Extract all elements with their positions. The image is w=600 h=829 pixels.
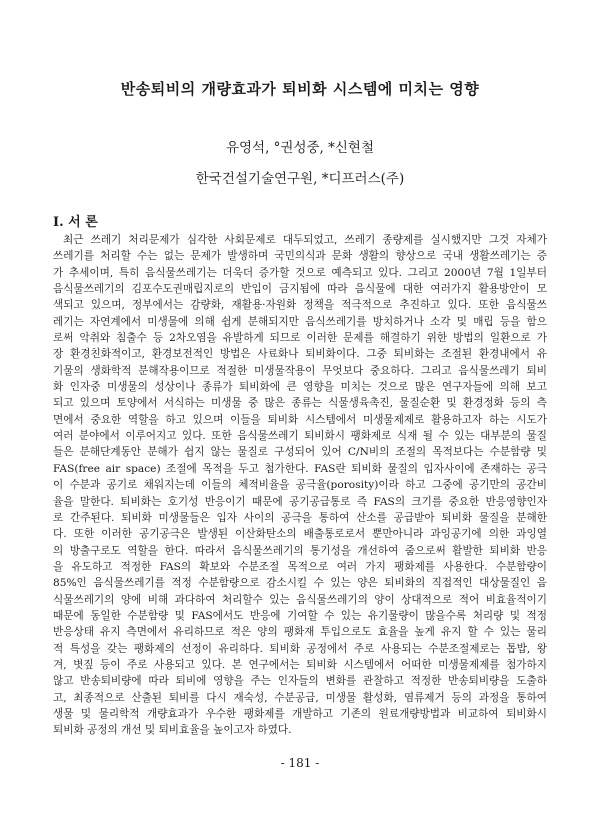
body-line: 겨, 볏짚 등이 주로 사용되고 있다. 본 연구에서는 퇴비화 시스템에서 어떠한 미생물제제를 첨가하지 (53, 658, 547, 671)
body-line: 최근 쓰레기 처리문제가 심각한 사회문제로 대두되었고, 쓰레기 종량제를 실시했지만 그것 자체가 (63, 234, 547, 246)
body-line: 면에서 중요한 역할을 하고 있으며 이들을 퇴비화 시스템에서 미생물제제로 활용하고자 하는 시도가 (53, 413, 547, 426)
body-line: 레기는 자연계에서 미생물에 의해 쉽게 분해되지만 음식쓰레기를 방치하거나 소각 및 매립 등을 함으 (53, 315, 547, 328)
body-line: 로써 악취와 침출수 등 2차오염을 유발하게 되므로 이러한 문제를 해결하기 위한 방법의 일환으로 가 (53, 332, 547, 345)
body-line: 되고 있으며 토양에서 서식하는 미생물 중 많은 종류는 식물생육촉진, 물질순환 및 환경정화 등의 측 (53, 397, 547, 410)
body-line: 고, 최종적으로 산출된 퇴비를 다시 재숙성, 수분공급, 미생물 활성화, 염류제거 등의 과정을 통하여 (53, 691, 547, 704)
affiliation: 한국건설기술연구원, *디프러스(주) (195, 171, 405, 187)
body-line: 쓰레기를 처리할 수는 없는 문제가 발생하며 국민의식과 문화 생활의 향상으로 국내 생활쓰레기는 증 (53, 250, 547, 263)
body-line: 반응상태 유지 측면에서 유리하므로 적은 양의 팽화재 투입으로도 효율을 높게 유지 할 수 있는 물리 (53, 626, 547, 639)
page-number: - 181 - (280, 756, 320, 770)
body-line: 85%인 음식물쓰레기를 적정 수분함량으로 감소시킬 수 있는 양은 퇴비화의 직접적인 대상물질인 음 (53, 577, 547, 590)
body-line: 율을 말한다. 퇴비화는 호기성 반응이기 때문에 공기공급통로 즉 FAS의 크기를 중요한 반응영향인자 (53, 495, 547, 508)
body-line: 이 수분과 공기로 채워지는데 이들의 체적비율을 공극율(porosity)이라 하고 그중에 공기만의 공간비 (53, 479, 547, 492)
body-line: 의 방출구로도 역할을 한다. 따라서 음식물쓰레기의 통기성을 개선하여 줌으로써 활발한 퇴비화 반응 (53, 544, 547, 557)
body-line: 음식물쓰레기의 김포수도권매립지로의 반입이 금지됨에 따라 음식물에 대한 여러가지 활용방안이 모 (53, 283, 547, 296)
body-line: 기물의 생화학적 분해작용이므로 적절한 미생물작용이 무엇보다 중요하다. 그리고 음식물쓰레기 퇴비 (53, 364, 547, 377)
body-line: 로 간주된다. 퇴비화 미생물들은 입자 사이의 공극을 통하여 산소를 공급받아 퇴비화 물질을 분해한 (53, 511, 547, 524)
body-line: 다. 또한 이러한 공기공극은 발생된 이산화탄소의 배출통로로서 뿐만아니라 과잉공기에 의한 과잉열 (53, 528, 547, 541)
body-line: 생물 및 물리학적 개량효과가 우수한 팽화제를 개발하고 기존의 원료개량방법과 비교하여 퇴비화시 (53, 707, 547, 720)
body-line: 들은 분해단계동안 분해가 쉽지 않는 물질로 구성되어 있어 C/N비의 조절의 목적보다는 수분함량 및 (53, 446, 547, 459)
body-line: 여러 분야에서 이루어지고 있다. 또한 음식물쓰레기 퇴비화시 팽화제로 식재 될 수 있는 대부분의 물질 (53, 430, 547, 443)
body-line: 색되고 있으며, 정부에서는 감량화, 재활용·자원화 정책을 적극적으로 추진하고 있다. 또한 음식물쓰 (53, 299, 547, 312)
body-line: 장 환경친화적이고, 환경보전적인 방법은 사료화나 퇴비화이다. 그중 퇴비화는 조절된 환경내에서 유 (53, 348, 547, 361)
paper-title: 반송퇴비의 개량효과가 퇴비화 시스템에 미치는 영향 (120, 80, 480, 98)
body-line: 적 특성을 갖는 팽화제의 선정이 유리하다. 퇴비화 공정에서 주로 사용되는 수분조절제로는 톱밥, 왕 (53, 642, 547, 655)
body-line: FAS(free air space) 조절에 목적을 두고 첨가한다. FAS란 퇴비화 물질의 입자사이에 존재하는 공극 (53, 462, 547, 475)
body-line: 화 인자중 미생물의 성상이나 종류가 퇴비화에 큰 영향을 미치는 것으로 많은 연구자들에 의해 보고 (53, 381, 547, 394)
body-line: 을 유도하고 적정한 FAS의 확보와 수분조절 목적으로 여러 가지 팽화제를 사용한다. 수분함량이 (53, 560, 547, 573)
body-line: 가 추세이며, 특히 음식물쓰레기는 더욱더 증가할 것으로 예측되고 있다. 그리고 2000년 7월 1일부터 (53, 266, 547, 279)
author-list: 유영석, °권성중, *신현철 (225, 140, 375, 156)
body-line: 퇴비화 공정의 개선 및 퇴비효율을 높이고자 하였다. (53, 724, 292, 737)
section-heading-introduction: I. 서 론 (53, 215, 98, 230)
body-line: 식물쓰레기의 양에 비해 과다하여 처리할수 있는 음식물쓰레기의 양이 상대적으로 적어 비효율적이기 (53, 593, 547, 606)
introduction-body (53, 232, 547, 739)
body-line: 때문에 동일한 수분함량 및 FAS에서도 반응에 기여할 수 있는 유기물량이 많을수록 처리량 및 적정 (53, 609, 547, 622)
body-line: 않고 반송퇴비량에 따라 퇴비에 영향을 주는 인자들의 변화를 관찰하고 적정한 반송퇴비량을 도출하 (53, 675, 547, 688)
